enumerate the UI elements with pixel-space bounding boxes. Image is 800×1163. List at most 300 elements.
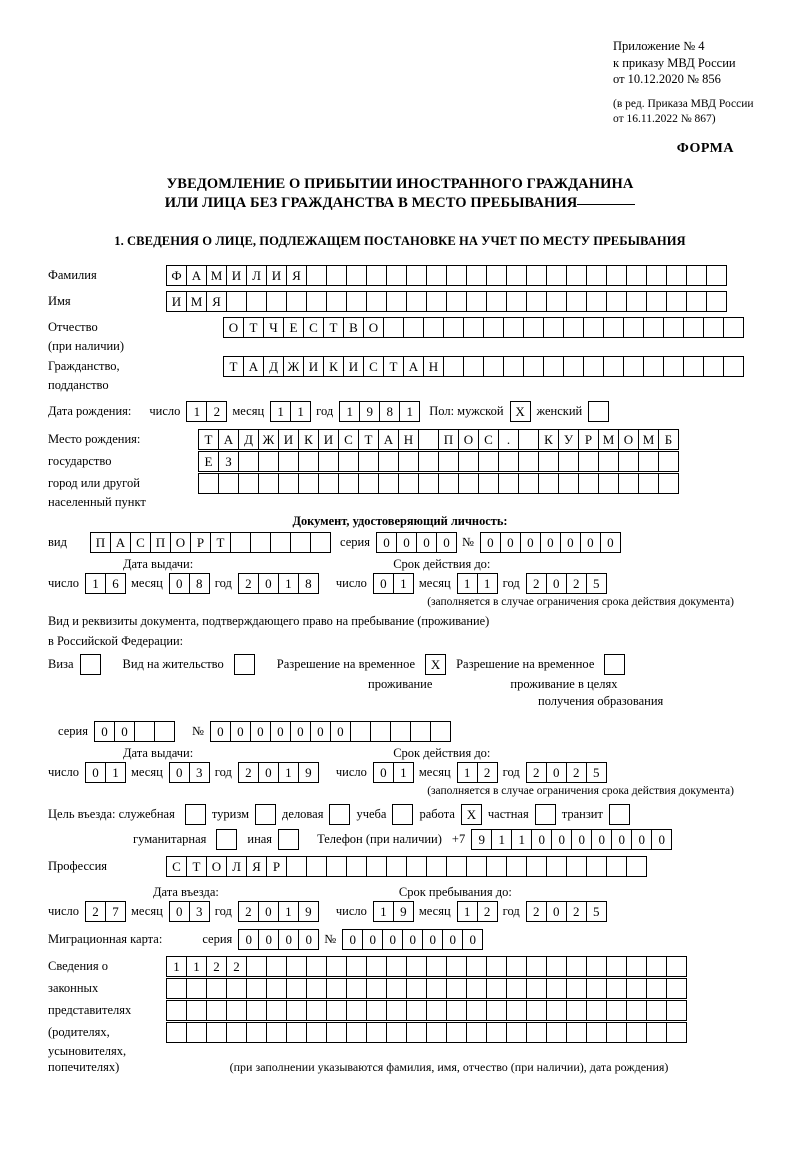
identity-valid-year-input[interactable] <box>526 573 606 594</box>
char-cell[interactable] <box>266 1022 287 1043</box>
char-cell[interactable] <box>306 956 327 977</box>
char-cell[interactable] <box>366 978 387 999</box>
char-cell[interactable]: 0 <box>591 829 612 850</box>
char-cell[interactable] <box>326 956 347 977</box>
char-cell[interactable] <box>663 356 684 377</box>
char-cell[interactable] <box>623 317 644 338</box>
char-cell[interactable] <box>486 956 507 977</box>
char-cell[interactable] <box>618 451 639 472</box>
char-cell[interactable]: 0 <box>611 829 632 850</box>
char-cell[interactable] <box>326 1000 347 1021</box>
rep-input-row2[interactable] <box>166 978 686 999</box>
char-cell[interactable]: 1 <box>278 901 299 922</box>
char-cell[interactable] <box>246 956 267 977</box>
visa-checkbox[interactable] <box>80 654 101 675</box>
stay-year-input[interactable] <box>526 901 606 922</box>
rep-input-row4[interactable] <box>166 1022 686 1043</box>
char-cell[interactable]: 2 <box>226 956 247 977</box>
char-cell[interactable]: 0 <box>310 721 331 742</box>
char-cell[interactable]: Ф <box>166 265 187 286</box>
char-cell[interactable]: Б <box>658 429 679 450</box>
char-cell[interactable] <box>626 1022 647 1043</box>
identity-number-input[interactable] <box>480 532 620 553</box>
char-cell[interactable] <box>626 856 647 877</box>
char-cell[interactable] <box>346 978 367 999</box>
char-cell[interactable] <box>398 451 419 472</box>
identity-issue-day-input[interactable] <box>85 573 125 594</box>
char-cell[interactable] <box>278 473 299 494</box>
char-cell[interactable] <box>258 451 279 472</box>
char-cell[interactable] <box>486 291 507 312</box>
residence-checkbox[interactable] <box>234 654 255 675</box>
char-cell[interactable] <box>386 856 407 877</box>
char-cell[interactable] <box>586 978 607 999</box>
char-cell[interactable] <box>410 721 431 742</box>
permit-valid-day-input[interactable] <box>373 762 413 783</box>
sex-male-checkbox[interactable]: X <box>510 401 531 422</box>
entry-day-input[interactable] <box>85 901 125 922</box>
char-cell[interactable] <box>646 1022 667 1043</box>
char-cell[interactable] <box>463 317 484 338</box>
char-cell[interactable]: 0 <box>258 901 279 922</box>
char-cell[interactable]: 2 <box>238 762 259 783</box>
char-cell[interactable]: 1 <box>186 401 207 422</box>
char-cell[interactable] <box>326 265 347 286</box>
char-cell[interactable] <box>246 291 267 312</box>
char-cell[interactable]: 2 <box>526 901 547 922</box>
char-cell[interactable] <box>723 356 744 377</box>
char-cell[interactable] <box>426 978 447 999</box>
char-cell[interactable] <box>218 473 239 494</box>
char-cell[interactable] <box>526 265 547 286</box>
char-cell[interactable] <box>378 473 399 494</box>
char-cell[interactable]: 0 <box>580 532 601 553</box>
name-input[interactable] <box>166 291 726 312</box>
char-cell[interactable] <box>406 265 427 286</box>
char-cell[interactable] <box>526 856 547 877</box>
char-cell[interactable] <box>186 1022 207 1043</box>
char-cell[interactable] <box>546 265 567 286</box>
char-cell[interactable]: 1 <box>373 901 394 922</box>
char-cell[interactable]: 0 <box>531 829 552 850</box>
char-cell[interactable] <box>463 356 484 377</box>
char-cell[interactable]: 9 <box>393 901 414 922</box>
char-cell[interactable]: 0 <box>330 721 351 742</box>
char-cell[interactable]: 0 <box>560 532 581 553</box>
char-cell[interactable] <box>706 265 727 286</box>
char-cell[interactable] <box>378 451 399 472</box>
char-cell[interactable] <box>483 356 504 377</box>
purpose-transit-checkbox[interactable] <box>609 804 630 825</box>
purpose-work-checkbox[interactable]: X <box>461 804 482 825</box>
char-cell[interactable] <box>546 1000 567 1021</box>
identity-valid-day-input[interactable] <box>373 573 413 594</box>
char-cell[interactable]: У <box>558 429 579 450</box>
char-cell[interactable]: Т <box>210 532 231 553</box>
patronymic-input[interactable] <box>223 317 743 338</box>
char-cell[interactable] <box>658 451 679 472</box>
char-cell[interactable]: 2 <box>566 573 587 594</box>
sex-female-checkbox[interactable] <box>588 401 609 422</box>
char-cell[interactable]: 0 <box>94 721 115 742</box>
char-cell[interactable] <box>523 356 544 377</box>
char-cell[interactable]: О <box>458 429 479 450</box>
stay-month-input[interactable] <box>457 901 497 922</box>
char-cell[interactable]: 2 <box>238 901 259 922</box>
char-cell[interactable]: 8 <box>379 401 400 422</box>
char-cell[interactable]: А <box>243 356 264 377</box>
char-cell[interactable] <box>686 265 707 286</box>
char-cell[interactable]: 1 <box>105 762 126 783</box>
char-cell[interactable] <box>350 721 371 742</box>
char-cell[interactable] <box>566 265 587 286</box>
char-cell[interactable]: 0 <box>546 762 567 783</box>
char-cell[interactable] <box>426 1000 447 1021</box>
char-cell[interactable] <box>366 291 387 312</box>
char-cell[interactable] <box>586 1000 607 1021</box>
char-cell[interactable] <box>583 356 604 377</box>
char-cell[interactable] <box>358 473 379 494</box>
char-cell[interactable] <box>458 473 479 494</box>
char-cell[interactable]: 1 <box>511 829 532 850</box>
char-cell[interactable] <box>418 473 439 494</box>
char-cell[interactable] <box>646 978 667 999</box>
char-cell[interactable] <box>526 956 547 977</box>
char-cell[interactable]: 9 <box>359 401 380 422</box>
char-cell[interactable] <box>423 317 444 338</box>
char-cell[interactable]: М <box>206 265 227 286</box>
char-cell[interactable]: 0 <box>250 721 271 742</box>
profession-input[interactable] <box>166 856 646 877</box>
char-cell[interactable]: 0 <box>546 901 567 922</box>
char-cell[interactable]: Н <box>423 356 444 377</box>
char-cell[interactable] <box>418 429 439 450</box>
char-cell[interactable]: 0 <box>362 929 383 950</box>
char-cell[interactable] <box>583 317 604 338</box>
char-cell[interactable] <box>566 1022 587 1043</box>
char-cell[interactable]: И <box>266 265 287 286</box>
char-cell[interactable]: Р <box>190 532 211 553</box>
char-cell[interactable]: 8 <box>189 573 210 594</box>
char-cell[interactable] <box>206 978 227 999</box>
purpose-tourism-checkbox[interactable] <box>255 804 276 825</box>
char-cell[interactable] <box>478 451 499 472</box>
char-cell[interactable] <box>266 978 287 999</box>
char-cell[interactable] <box>663 317 684 338</box>
char-cell[interactable] <box>386 291 407 312</box>
char-cell[interactable] <box>226 1022 247 1043</box>
entry-year-input[interactable] <box>238 901 318 922</box>
char-cell[interactable] <box>426 856 447 877</box>
char-cell[interactable]: С <box>338 429 359 450</box>
char-cell[interactable] <box>543 317 564 338</box>
char-cell[interactable] <box>386 1000 407 1021</box>
char-cell[interactable] <box>506 956 527 977</box>
char-cell[interactable] <box>438 473 459 494</box>
char-cell[interactable]: 1 <box>85 573 106 594</box>
char-cell[interactable]: 3 <box>189 901 210 922</box>
entry-month-input[interactable] <box>169 901 209 922</box>
char-cell[interactable] <box>546 1022 567 1043</box>
char-cell[interactable] <box>626 291 647 312</box>
char-cell[interactable]: 0 <box>270 721 291 742</box>
rep-input-row3[interactable] <box>166 1000 686 1021</box>
char-cell[interactable]: О <box>618 429 639 450</box>
char-cell[interactable] <box>466 956 487 977</box>
char-cell[interactable] <box>646 956 667 977</box>
char-cell[interactable] <box>346 265 367 286</box>
char-cell[interactable] <box>506 1000 527 1021</box>
char-cell[interactable]: Ч <box>263 317 284 338</box>
char-cell[interactable]: 0 <box>631 829 652 850</box>
char-cell[interactable]: Т <box>323 317 344 338</box>
char-cell[interactable] <box>683 317 704 338</box>
char-cell[interactable]: 0 <box>210 721 231 742</box>
char-cell[interactable]: 0 <box>169 901 190 922</box>
char-cell[interactable] <box>386 265 407 286</box>
char-cell[interactable] <box>586 265 607 286</box>
char-cell[interactable] <box>446 978 467 999</box>
char-cell[interactable] <box>506 978 527 999</box>
char-cell[interactable] <box>598 451 619 472</box>
char-cell[interactable]: 0 <box>480 532 501 553</box>
char-cell[interactable] <box>326 856 347 877</box>
char-cell[interactable]: 0 <box>651 829 672 850</box>
char-cell[interactable] <box>186 1000 207 1021</box>
char-cell[interactable]: 1 <box>339 401 360 422</box>
char-cell[interactable]: 1 <box>457 901 478 922</box>
char-cell[interactable]: 5 <box>586 901 607 922</box>
char-cell[interactable]: 2 <box>526 573 547 594</box>
char-cell[interactable] <box>326 291 347 312</box>
char-cell[interactable] <box>586 1022 607 1043</box>
char-cell[interactable] <box>238 451 259 472</box>
char-cell[interactable] <box>366 956 387 977</box>
char-cell[interactable] <box>310 532 331 553</box>
char-cell[interactable] <box>666 1000 687 1021</box>
char-cell[interactable] <box>543 356 564 377</box>
migration-number-input[interactable] <box>342 929 482 950</box>
char-cell[interactable]: О <box>206 856 227 877</box>
char-cell[interactable]: 5 <box>586 573 607 594</box>
char-cell[interactable] <box>466 1000 487 1021</box>
char-cell[interactable]: А <box>403 356 424 377</box>
char-cell[interactable]: 0 <box>278 929 299 950</box>
char-cell[interactable] <box>558 451 579 472</box>
char-cell[interactable]: В <box>343 317 364 338</box>
char-cell[interactable]: С <box>303 317 324 338</box>
rep-input-row1[interactable] <box>166 956 686 977</box>
char-cell[interactable] <box>286 978 307 999</box>
identity-valid-month-input[interactable] <box>457 573 497 594</box>
char-cell[interactable] <box>643 317 664 338</box>
char-cell[interactable] <box>523 317 544 338</box>
char-cell[interactable] <box>566 956 587 977</box>
char-cell[interactable] <box>578 451 599 472</box>
char-cell[interactable] <box>438 451 459 472</box>
char-cell[interactable] <box>426 265 447 286</box>
char-cell[interactable]: Я <box>286 265 307 286</box>
char-cell[interactable] <box>486 856 507 877</box>
birth-year-input[interactable] <box>339 401 419 422</box>
char-cell[interactable] <box>603 356 624 377</box>
char-cell[interactable]: О <box>170 532 191 553</box>
purpose-humanitarian-checkbox[interactable] <box>216 829 237 850</box>
char-cell[interactable]: О <box>363 317 384 338</box>
char-cell[interactable] <box>546 856 567 877</box>
char-cell[interactable]: 0 <box>373 573 394 594</box>
char-cell[interactable] <box>486 1022 507 1043</box>
permit-series-input[interactable] <box>94 721 174 742</box>
char-cell[interactable]: 1 <box>399 401 420 422</box>
char-cell[interactable] <box>383 317 404 338</box>
char-cell[interactable] <box>306 978 327 999</box>
char-cell[interactable] <box>306 1022 327 1043</box>
identity-series-input[interactable] <box>376 532 456 553</box>
char-cell[interactable] <box>538 473 559 494</box>
char-cell[interactable] <box>134 721 155 742</box>
char-cell[interactable] <box>546 291 567 312</box>
char-cell[interactable]: Я <box>206 291 227 312</box>
char-cell[interactable] <box>346 291 367 312</box>
char-cell[interactable]: 0 <box>258 573 279 594</box>
char-cell[interactable] <box>286 291 307 312</box>
char-cell[interactable]: Т <box>223 356 244 377</box>
char-cell[interactable] <box>506 1022 527 1043</box>
char-cell[interactable]: Д <box>238 429 259 450</box>
char-cell[interactable] <box>266 1000 287 1021</box>
char-cell[interactable]: С <box>478 429 499 450</box>
char-cell[interactable]: Я <box>246 856 267 877</box>
char-cell[interactable] <box>598 473 619 494</box>
char-cell[interactable] <box>506 291 527 312</box>
char-cell[interactable]: К <box>298 429 319 450</box>
char-cell[interactable]: И <box>303 356 324 377</box>
char-cell[interactable]: 6 <box>105 573 126 594</box>
char-cell[interactable] <box>703 317 724 338</box>
char-cell[interactable]: Е <box>198 451 219 472</box>
char-cell[interactable] <box>298 473 319 494</box>
char-cell[interactable]: 5 <box>586 762 607 783</box>
char-cell[interactable] <box>398 473 419 494</box>
char-cell[interactable] <box>723 317 744 338</box>
char-cell[interactable]: 0 <box>258 929 279 950</box>
char-cell[interactable] <box>406 956 427 977</box>
char-cell[interactable] <box>318 451 339 472</box>
char-cell[interactable]: 0 <box>442 929 463 950</box>
purpose-private-checkbox[interactable] <box>535 804 556 825</box>
char-cell[interactable] <box>538 451 559 472</box>
char-cell[interactable] <box>703 356 724 377</box>
char-cell[interactable] <box>406 856 427 877</box>
char-cell[interactable] <box>526 978 547 999</box>
char-cell[interactable]: Л <box>226 856 247 877</box>
char-cell[interactable]: 2 <box>85 901 106 922</box>
char-cell[interactable] <box>626 978 647 999</box>
char-cell[interactable] <box>443 317 464 338</box>
char-cell[interactable] <box>270 532 291 553</box>
char-cell[interactable]: Ж <box>283 356 304 377</box>
char-cell[interactable]: 0 <box>436 532 457 553</box>
char-cell[interactable]: 2 <box>238 573 259 594</box>
char-cell[interactable]: 0 <box>169 762 190 783</box>
char-cell[interactable] <box>626 1000 647 1021</box>
char-cell[interactable]: А <box>218 429 239 450</box>
char-cell[interactable] <box>666 291 687 312</box>
char-cell[interactable] <box>618 473 639 494</box>
char-cell[interactable] <box>406 978 427 999</box>
char-cell[interactable]: К <box>323 356 344 377</box>
char-cell[interactable] <box>226 978 247 999</box>
char-cell[interactable]: 0 <box>402 929 423 950</box>
char-cell[interactable] <box>266 956 287 977</box>
char-cell[interactable] <box>418 451 439 472</box>
birthplace-input-row1[interactable] <box>198 429 678 450</box>
char-cell[interactable]: М <box>638 429 659 450</box>
char-cell[interactable]: 7 <box>105 901 126 922</box>
char-cell[interactable]: П <box>90 532 111 553</box>
char-cell[interactable]: 9 <box>298 901 319 922</box>
char-cell[interactable] <box>446 1022 467 1043</box>
char-cell[interactable] <box>606 1000 627 1021</box>
char-cell[interactable] <box>503 356 524 377</box>
char-cell[interactable] <box>498 451 519 472</box>
char-cell[interactable]: 0 <box>416 532 437 553</box>
char-cell[interactable]: М <box>598 429 619 450</box>
identity-kind-input[interactable] <box>90 532 330 553</box>
char-cell[interactable] <box>563 317 584 338</box>
char-cell[interactable]: 8 <box>298 573 319 594</box>
char-cell[interactable]: П <box>438 429 459 450</box>
char-cell[interactable] <box>498 473 519 494</box>
char-cell[interactable] <box>526 1000 547 1021</box>
purpose-official-checkbox[interactable] <box>185 804 206 825</box>
char-cell[interactable] <box>346 856 367 877</box>
identity-issue-year-input[interactable] <box>238 573 318 594</box>
char-cell[interactable] <box>306 1000 327 1021</box>
char-cell[interactable]: 1 <box>477 573 498 594</box>
char-cell[interactable]: 0 <box>500 532 521 553</box>
stay-day-input[interactable] <box>373 901 413 922</box>
char-cell[interactable]: 1 <box>290 401 311 422</box>
char-cell[interactable] <box>366 1000 387 1021</box>
edu-residence-checkbox[interactable] <box>604 654 625 675</box>
char-cell[interactable]: М <box>186 291 207 312</box>
char-cell[interactable] <box>643 356 664 377</box>
char-cell[interactable]: К <box>538 429 559 450</box>
char-cell[interactable] <box>546 956 567 977</box>
char-cell[interactable] <box>406 1022 427 1043</box>
char-cell[interactable]: И <box>278 429 299 450</box>
char-cell[interactable]: 0 <box>551 829 572 850</box>
char-cell[interactable] <box>466 856 487 877</box>
char-cell[interactable]: Т <box>358 429 379 450</box>
char-cell[interactable] <box>503 317 524 338</box>
char-cell[interactable] <box>430 721 451 742</box>
char-cell[interactable] <box>446 265 467 286</box>
char-cell[interactable] <box>518 451 539 472</box>
char-cell[interactable] <box>426 956 447 977</box>
char-cell[interactable]: Т <box>383 356 404 377</box>
char-cell[interactable]: 0 <box>169 573 190 594</box>
char-cell[interactable] <box>666 265 687 286</box>
char-cell[interactable] <box>606 265 627 286</box>
char-cell[interactable] <box>466 265 487 286</box>
char-cell[interactable] <box>638 473 659 494</box>
char-cell[interactable]: И <box>226 265 247 286</box>
char-cell[interactable]: 2 <box>566 901 587 922</box>
char-cell[interactable] <box>238 473 259 494</box>
